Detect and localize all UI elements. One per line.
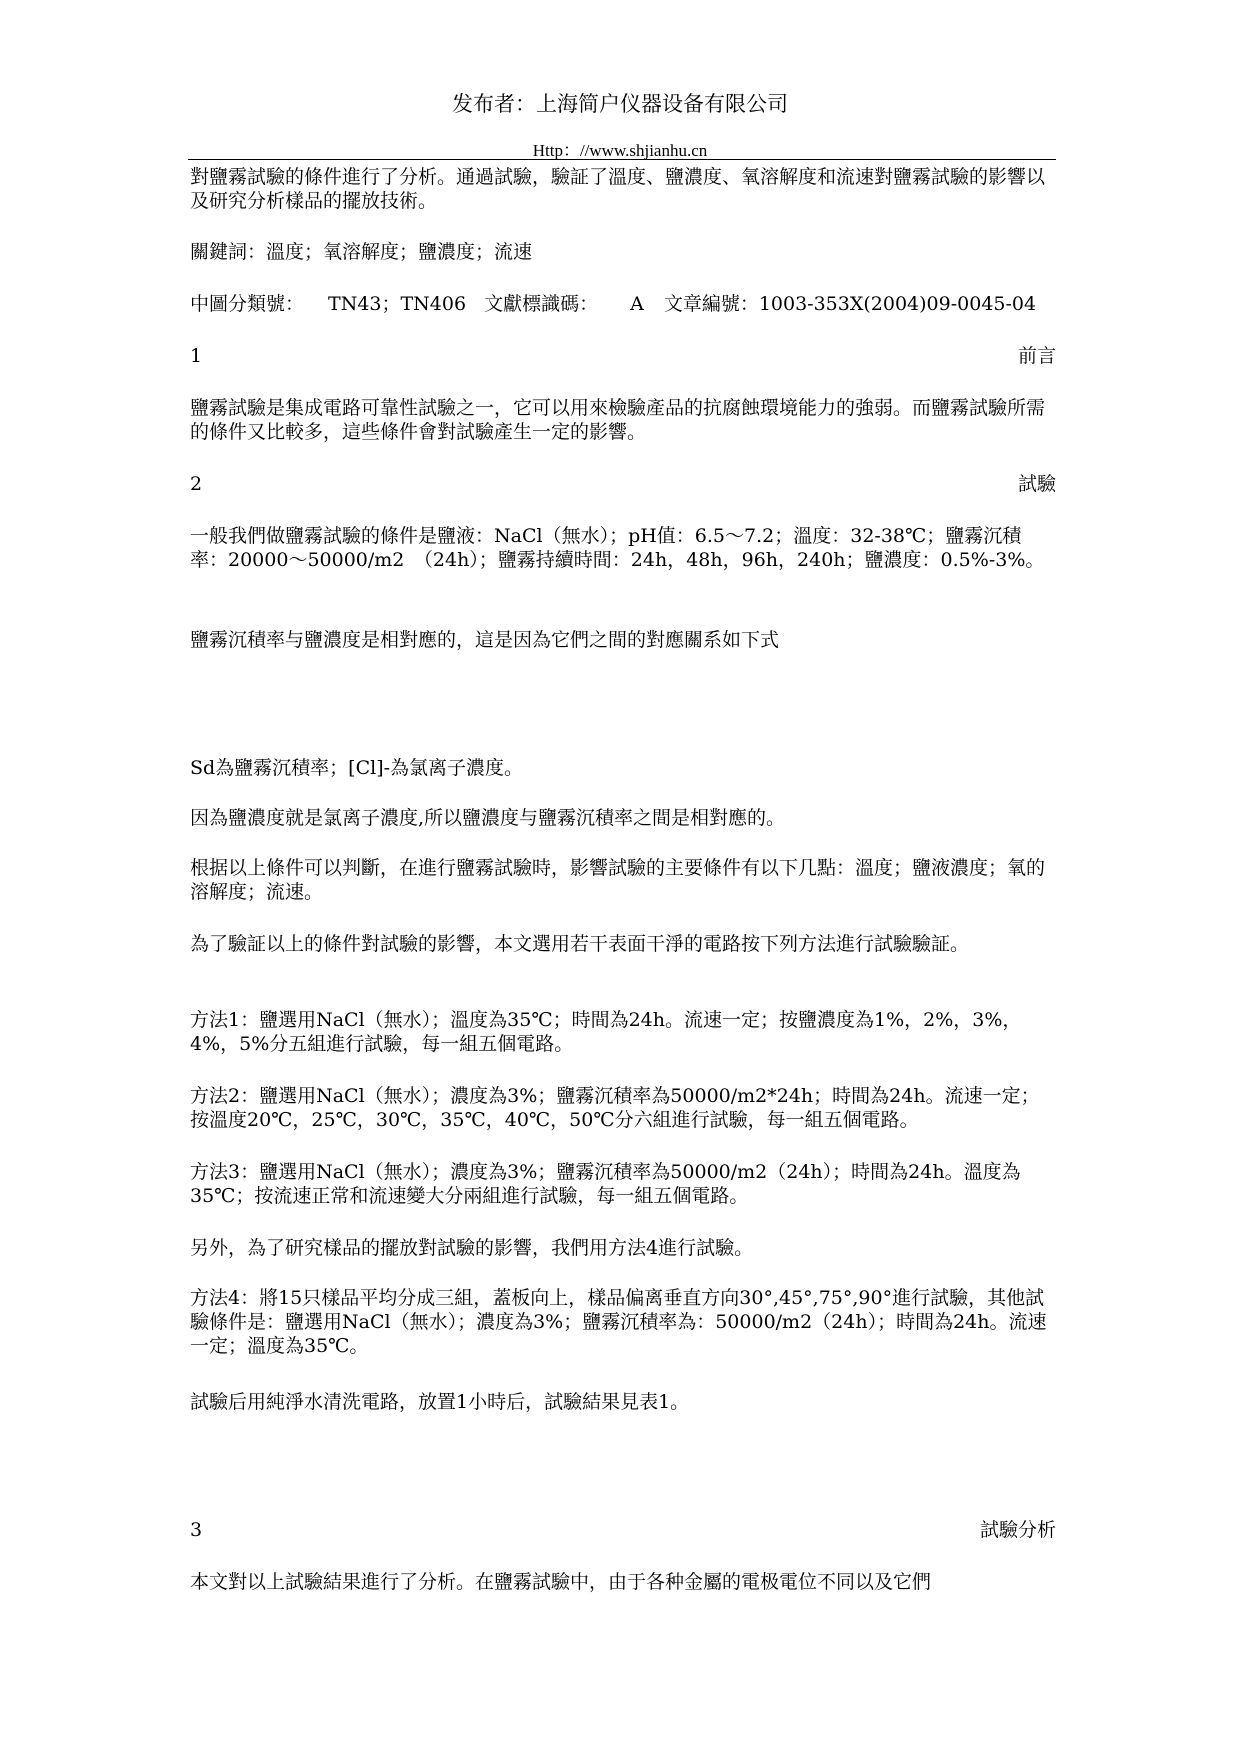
section-title: 試驗分析 — [979, 1519, 1056, 1541]
paragraph-intro: 鹽霧試驗是集成電路可靠性試驗之一，它可以用來檢驗產品的抗腐蝕環境能力的強弱。而鹽霧試驗所需的條件又比較多，這些條件會對試驗產生一定的影響。 — [190, 397, 1046, 443]
paragraph-method-1: 方法1：鹽選用NaCl（無水）；溫度為35℃；時間為24h。流速一定；按鹽濃度為1%，2%，3%，4%，5%分五組進行試驗，每一組五個電路。 — [190, 1009, 1022, 1055]
paragraph-placement: 另外，為了研究樣品的擺放對試驗的影響，我們用方法4進行試驗。 — [190, 1237, 754, 1259]
section-number: 3 — [190, 1519, 203, 1541]
article-number: 文章編號：1003-353X(2004)09-0045-04 — [663, 293, 1037, 315]
abstract-tail: 對鹽霧試驗的條件進行了分析。通過試驗，驗証了溫度、鹽濃度、氧溶解度和流速對鹽霧試驗的影響以及研究分析樣品的擺放技術。 — [190, 166, 1046, 212]
clc-label: 中圖分類號： — [190, 293, 305, 315]
section-title: 前言 — [1017, 345, 1056, 367]
section-title: 試驗 — [1017, 473, 1056, 495]
paragraph-sd-definition: Sd為鹽霧沉積率；[Cl]-為氯离子濃度。 — [190, 757, 524, 779]
section-number: 1 — [190, 345, 203, 367]
paragraph-relation: 鹽霧沉積率与鹽濃度是相對應的，這是因為它們之間的對應關系如下式 — [190, 629, 780, 651]
doc-code-label: 文獻標識碼： — [484, 293, 599, 315]
clc-value: TN43；TN406 — [328, 293, 467, 315]
publisher-header: 发布者：上海简户仪器设备有限公司 — [452, 92, 788, 116]
doc-code-value: A — [630, 293, 644, 315]
section-heading-1 — [190, 344, 1056, 368]
paragraph-after-test: 試驗后用純淨水清洗電路，放置1小時后，試驗結果見表1。 — [190, 1391, 690, 1413]
paragraph-method-3: 方法3：鹽選用NaCl（無水）；濃度為3%；鹽霧沉積率為50000/m2（24h）；時間為24h。溫度為35℃；按流速正常和流速變大分兩組進行試驗，每一組五個電路。 — [190, 1161, 1021, 1207]
paragraph-because: 因為鹽濃度就是氯离子濃度,所以鹽濃度与鹽霧沉積率之間是相對應的。 — [190, 807, 786, 829]
section-heading-2 — [190, 472, 1056, 496]
section-heading-3 — [190, 1518, 1056, 1542]
website-url[interactable]: Http：//www.shjianhu.cn — [532, 141, 708, 160]
paragraph-verify: 為了驗証以上的條件對試驗的影響，本文選用若干表面干淨的電路按下列方法進行試驗驗証。 — [190, 933, 970, 955]
section-number: 2 — [190, 473, 203, 495]
keywords: 關鍵詞：溫度；氧溶解度；鹽濃度；流速 — [190, 241, 533, 263]
paragraph-judge: 根据以上條件可以判斷，在進行鹽霧試驗時，影響試驗的主要條件有以下几點：溫度；鹽液濃度；氧的溶解度；流速。 — [190, 857, 1046, 903]
paragraph-method-4: 方法4：將15只樣品平均分成三組，蓋板向上，樣品偏离垂直方向30°,45°,75°,90°進行試驗，其他試驗條件是：鹽選用NaCl（無水）；濃度為3%；鹽霧沉積率為：50000/m2（24h）；時間為24h。流速一定；溫度為35℃。 — [190, 1287, 1047, 1357]
paragraph-conditions: 一般我們做鹽霧試驗的條件是鹽液：NaCl（無水）；pH值：6.5～7.2；溫度：32-38℃；鹽霧沉積率：20000～50000/m2 （24h）；鹽霧持續時間：24h，48h，96h，240h；鹽濃度：0.5%-3%。 — [190, 525, 1045, 571]
classification-line — [190, 292, 1056, 316]
paragraph-analysis: 本文對以上試驗結果進行了分析。在鹽霧試驗中，由于各种金屬的電极電位不同以及它們 — [190, 1571, 932, 1593]
paragraph-method-2: 方法2：鹽選用NaCl（無水）；濃度為3%；鹽霧沉積率為50000/m2*24h；時間為24h。流速一定；按溫度20℃，25℃，30℃，35℃，40℃，50℃分六組進行試驗，每一組五個電路。 — [190, 1085, 1040, 1131]
